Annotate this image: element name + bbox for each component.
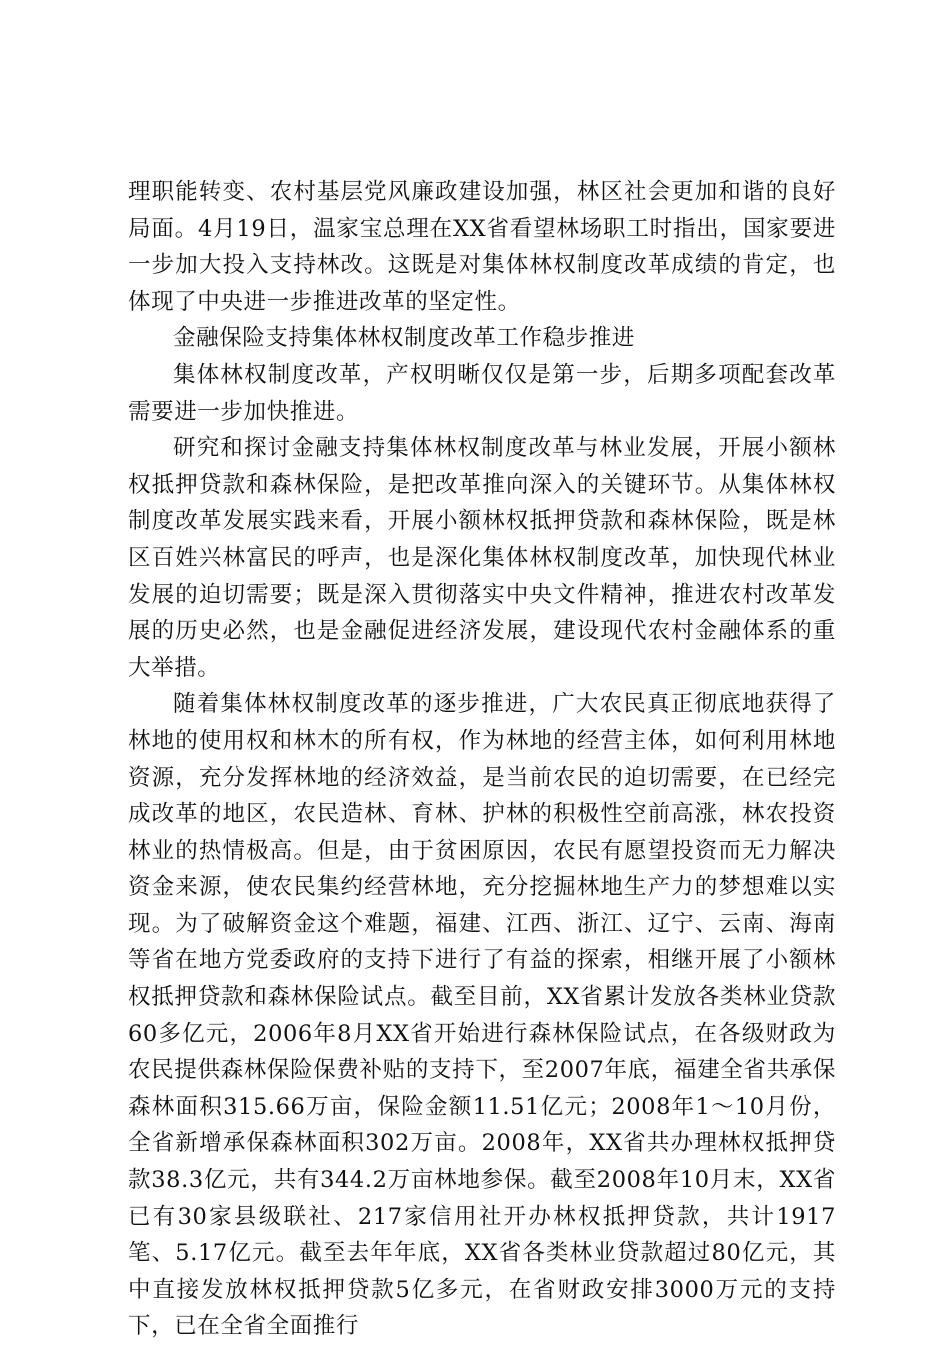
paragraph: 研究和探讨金融支持集体林权制度改革与林业发展，开展小额林权抵押贷款和森林保险，是把改革推向深入的关键环节。从集体林权制度改革发展实践来看，开展小额林权抵押贷款和森林保险，既是林区百姓兴林富民的呼声，也是深化集体林权制度改革，加快现代林业发展的迫切需要；既是深入贯彻落实中央文件精神，推进农村改革发展的历史必然，也是金融促进经济发展，建设现代农村金融体系的重大举措。 xyxy=(128,435,836,681)
paragraph: 集体林权制度改革，产权明晰仅仅是第一步，后期多项配套改革需要进一步加快推进。 xyxy=(128,361,836,425)
section-heading: 金融保险支持集体林权制度改革工作稳步推进 xyxy=(173,325,636,352)
paragraph: 随着集体林权制度改革的逐步推进，广大农民真正彻底地获得了林地的使用权和林木的所有权，作为林地的经营主体，如何利用林地资源，充分发挥林地的经济效益，是当前农民的迫切需要，在已经完成改革的地区，农民造林、育林、护林的积极性空前高涨，林农投资林业的热情极高。但是，由于贫困原因，农民有愿望投资而无力解决资金来源，使农民集约经营林地，充分挖掘林地生产力的梦想难以实现。为了破解资金这个难题，福建、江西、浙江、辽宁、云南、海南等省在地方党委政府的支持下进行了有益的探索，相继开展了小额林权抵押贷款和森林保险试点。截至目前，XX省累计发放各类林业贷款60多亿元，2006年8月XX省开始进行森林保险试点，在各级财政为农民提供森林保险保费补贴的支持下，至2007年底，福建全省共承保森林面积315.66万亩，保险金额11.51亿元；2008年1～10月份，全省新增承保森林面积302万亩。2008年，XX省共办理林权抵押贷款38.3亿元，共有344.2万亩林地参保。截至2008年10月末，XX省已有30家县级联社、217家信用社开办林权抵押贷款，共计1917笔、5.17亿元。截至去年年底，XX省各类林业贷款超过80亿元，其中直接发放林权抵押贷款5亿多元，在省财政安排3000万元的支持下，已在全省全面推行 xyxy=(128,691,836,1340)
document-body xyxy=(128,174,836,1345)
paragraph-continued: 理职能转变、农村基层党风廉政建设加强，林区社会更加和谐的良好局面。4月19日，温家宝总理在XX省看望林场职工时指出，国家要进一步加大投入支持林改。这既是对集体林权制度改革成绩的肯定，也体现了中央进一步推进改革的坚定性。 xyxy=(128,179,836,315)
